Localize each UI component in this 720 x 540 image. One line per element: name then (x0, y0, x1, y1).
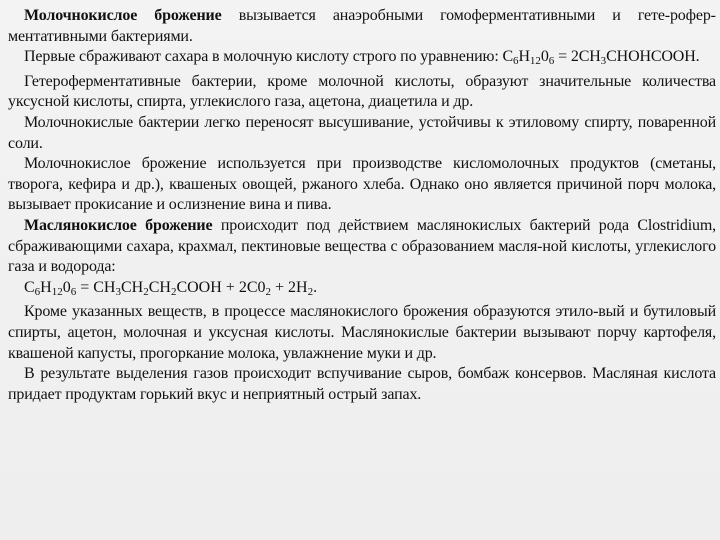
paragraph-text: В результате выделения газов происходит вспучивание сыров, бомбаж консервов. Масляная кислота придает продуктам горький вкус и неприятный острый запах. (8, 365, 716, 403)
formula-part: = 2CH (554, 48, 601, 66)
paragraph-lactic-definition (8, 6, 716, 47)
paragraph-text: Первые сбраживают сахара в молочную кислоту строго по уравнению: C (24, 48, 514, 66)
paragraph-usage (8, 154, 716, 216)
paragraph-text: Гетероферментативные бактерии, кроме молочной кислоты, образуют значительные количества уксусной кислоты, спирта, углекислого газа, ацетона, диацетила и др. (8, 72, 716, 111)
formula-subscript: 12 (51, 285, 63, 298)
term-butyric-fermentation: Маслянокислое брожение (24, 216, 213, 234)
formula-subscript: 6 (548, 55, 555, 68)
paragraph-text: Молочнокислые бактерии легко переносят высушивание, устойчивы к этиловому спирту, поваренной соли. (8, 113, 716, 152)
formula-subscript: 3 (600, 55, 607, 68)
formula-subscript: 2 (265, 285, 271, 298)
formula-subscript: 2 (307, 285, 314, 298)
paragraph-text: вызывается анаэробными гомоферментативными и гете-роферментативными бактериями. (8, 7, 716, 45)
butyric-equation (8, 278, 716, 303)
formula-part: CHOHCOOH. (606, 48, 700, 66)
paragraph-gas-effects (8, 364, 716, 405)
paragraph-text: происходит под действием маслянокислых бактерий рода Clostridium, сбраживающими сахара, крахмал, пектиновые вещества с образованием масля-ной кислоты, углекислого газа и водорода: (8, 216, 717, 276)
paragraph-text: Кроме указанных веществ, в процессе маслянокислого брожения образуются этило-вый и бутиловый спирты, ацетон, молочная и уксусная кислоты. Маслянокислые бактерии вызывают порчу картофеля, квашеной капусты, прогоркание молока, увлажнение муки и др. (8, 303, 716, 362)
paragraph-resistance (8, 113, 716, 154)
formula-subscript: 6 (513, 55, 519, 68)
formula-part: CH (148, 278, 171, 296)
formula-part: . (313, 278, 318, 296)
formula-part: 0 (62, 278, 71, 296)
formula-subscript: 2 (143, 285, 149, 298)
formula-part: COOH + 2C0 (176, 278, 266, 296)
formula-part: 0 (540, 48, 549, 66)
formula-part: C (24, 278, 35, 296)
paragraph-heterofermentative (8, 72, 716, 113)
formula-part: H (518, 48, 530, 66)
formula-subscript: 6 (34, 285, 41, 298)
paragraph-butyric-definition (8, 216, 716, 278)
formula-subscript: 12 (529, 55, 541, 68)
formula-part: = CH (76, 278, 116, 296)
formula-subscript: 6 (70, 285, 77, 298)
paragraph-text: Молочнокислое брожение используется при производстве кисломолочных продуктов (сметаны, творога, кефира и др.), квашеных овощей, ржаного хлеба. Однако оно является причиной порч молока, вызывает прокисание и ослизнение вина и пива. (8, 155, 716, 214)
formula-subscript: 2 (170, 285, 177, 298)
formula-part: H (40, 278, 52, 296)
paragraph-byproducts (8, 302, 716, 364)
formula-part: + 2H (270, 278, 308, 296)
formula-part: CH (120, 278, 144, 296)
paragraph-homofermentative-equation (8, 47, 716, 72)
formula-subscript: 3 (115, 285, 121, 298)
term-lactic-fermentation: Молочнокислое брожение (24, 7, 222, 24)
